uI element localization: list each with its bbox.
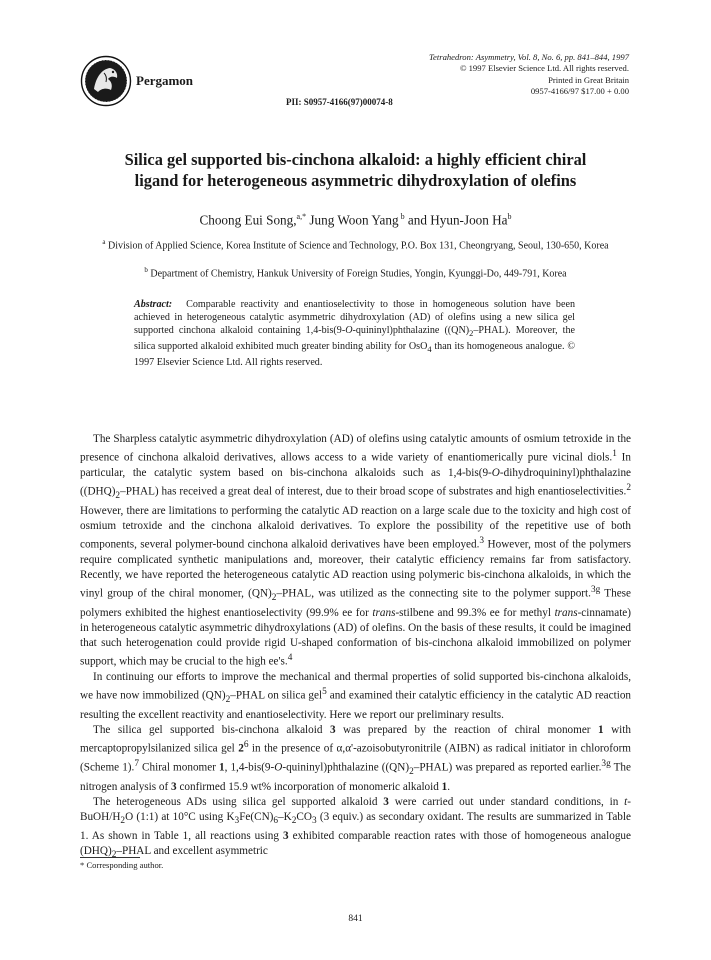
compound-number: 3: [282, 830, 289, 843]
body-text: 2: [111, 850, 117, 861]
body-text: –PHAL) has received a great deal of interest, due to their broad scope of substrates and high enantioselectivities.: [120, 485, 627, 498]
reference-mark: 3g: [601, 758, 611, 769]
author-name: Choong Eui Song,: [199, 212, 297, 228]
abstract-text: 2: [469, 329, 474, 339]
title-line: Silica gel supported bis-cinchona alkaloid: a highly efficient chiral: [124, 150, 587, 169]
body-text: However, there are limitations to performing the catalytic AD reaction on a large scale due to the toxicity and high cost of osmium tetroxide and the cinchona alkaloid derivatives. To explore the possibility of the repetitive use of both components, several polymer-bound cinchona alkaloid derivatives have been employed.: [80, 504, 631, 551]
compound-number: 3: [383, 795, 389, 808]
reference-mark: 1: [612, 449, 617, 460]
affiliation-a: [78, 236, 633, 252]
body-text: Fe(CN): [239, 810, 274, 823]
body-text: In continuing our efforts to improve the mechanical and thermal properties of solid supported bis-cinchona alkaloids, we have now immobilized (QN): [80, 670, 631, 702]
body-text: 2: [271, 592, 277, 603]
reference-mark: 6: [243, 739, 249, 750]
body-text: 2: [409, 766, 414, 777]
abstract-text: 4: [427, 345, 432, 355]
body-text: -stilbene and 99.3% ee for methyl: [395, 606, 555, 619]
journal-line: Tetrahedron: Asymmetry, Vol. 8, No. 6, pp. 841–844, 1997: [429, 52, 629, 62]
publisher-name: Pergamon: [136, 73, 194, 88]
body-paragraph: [80, 670, 631, 723]
abstract: [134, 298, 575, 370]
affiliation-mark: b: [144, 266, 148, 274]
affiliation-mark: b: [507, 212, 512, 221]
compound-number: 1: [598, 723, 604, 736]
reference-mark: 7: [134, 758, 139, 769]
copyright-line: © 1997 Elsevier Science Ltd. All rights reserved.: [459, 63, 629, 74]
body-text: , 1,4-bis(9-: [224, 761, 275, 774]
body-text: 2: [120, 816, 126, 827]
affiliation-mark: a,*: [296, 212, 307, 221]
reference-mark: 3g: [590, 584, 601, 595]
body-text: (3 equiv.) as secondary oxidant. The results are summarized in Table 1. As shown in Table 1, all reactions using: [80, 810, 631, 843]
body-text: CO: [296, 810, 312, 823]
body-text: t: [624, 795, 628, 808]
body-text: Chiral monomer: [138, 761, 219, 774]
author-name: Jung Woon Yang: [306, 212, 399, 228]
body-text: trans: [554, 606, 578, 619]
body-text: 2: [225, 694, 231, 705]
article-body: [80, 432, 631, 863]
body-text: -quininyl)phthalazine ((QN): [282, 761, 410, 774]
body-text: confirmed 15.9 wt% incorporation of monomeric alkaloid: [176, 780, 442, 793]
body-text: O: [491, 466, 500, 479]
body-text: 2: [115, 490, 121, 501]
body-text: The nitrogen analysis of: [80, 761, 631, 793]
body-text: exhibited comparable reaction rates with those of homogeneous analogue (DHQ): [80, 830, 631, 858]
body-text: –PHAL) was prepared as reported earlier.: [413, 761, 602, 774]
body-text: with mercaptopropylsilanized silica gel: [80, 723, 631, 755]
body-text: -dihydroquininyl)phthalazine ((DHQ): [80, 466, 631, 498]
body-text: In particular, the catalytic system based on bis-cinchona alkaloids such as 1,4-bis(9-: [80, 451, 631, 479]
printed-line: Printed in Great Britain: [548, 74, 629, 85]
affiliation-b: [78, 264, 633, 280]
body-text: in the presence of α,α'-azoisobutyronitrile (AIBN) as radical initiator in chloroform (Scheme 1).: [80, 742, 631, 774]
body-text: and examined their catalytic efficiency in the catalytic AD reaction resulting the excellent reactivity and enantioselectivity. Here we report our preliminary results.: [80, 689, 632, 721]
reference-mark: 3: [479, 535, 485, 546]
body-text: O (1:1) at 10°C using K: [125, 810, 235, 823]
compound-number: 2: [238, 742, 244, 755]
body-text: trans: [372, 606, 396, 619]
affiliation-text: Department of Chemistry, Hankuk University of Foreign Studies, Yongin, Kyunggi-Do, 449-791, Korea: [150, 268, 567, 280]
body-text: 3: [311, 816, 317, 827]
body-text: were carried out under standard conditions, in: [388, 795, 625, 808]
pii-identifier: PII: S0957-4166(97)00074-8: [286, 97, 393, 107]
journal-citation: [429, 52, 629, 97]
affiliation-text: Division of Applied Science, Korea Institute of Science and Technology, P.O. Box 131, Cheongryang, Seoul, 130-650, Korea: [108, 240, 609, 252]
body-text: 3: [234, 816, 240, 827]
compound-number: 3: [329, 723, 336, 736]
body-text: –PHAL on silica gel: [230, 689, 323, 702]
body-text: –PHAL and excellent asymmetric: [116, 845, 268, 858]
body-paragraph: [80, 795, 631, 864]
footnote-divider: [80, 857, 140, 858]
compound-number: 3: [171, 780, 177, 793]
abstract-text: Comparable reactivity and enantioselectivity to those in homogeneous solution have been achieved in heterogeneous catalytic asymmetric dihydroxylation (AD) of olefins using a new silica gel supported cinchona alkaloid containing 1,4-bis(9-: [134, 299, 575, 337]
abstract-text: O: [345, 325, 353, 337]
title-line: ligand for heterogeneous asymmetric dihydroxylation of olefins: [134, 171, 577, 190]
body-text: O: [274, 761, 283, 774]
body-text: was prepared by the reaction of chiral monomer: [335, 723, 599, 736]
compound-number: 1: [219, 761, 225, 774]
body-text: However, most of the polymers require complicated synthetic manipulations and, moreover, their catalytic efficiency remains far from satisfactory. Recently, we have reported the heterogeneous catalytic AD reaction using polymeric bis-cinchona alkaloids, in which the vinyl group of the chiral monomer, (QN): [80, 538, 631, 600]
body-paragraph: [80, 723, 631, 795]
body-text: 6: [273, 816, 279, 827]
author-list: [40, 212, 671, 228]
body-text: The silica gel supported bis-cinchona alkaloid: [93, 723, 330, 736]
body-paragraph: [80, 432, 631, 670]
body-text: –PHAL, was utilized as the connecting site to the polymer support.: [276, 587, 591, 600]
body-text: The Sharpless catalytic asymmetric dihydroxylation (AD) of olefins using catalytic amounts of osmium tetroxide in the presence of cinchona alkaloid derivatives, allows access to a wide variety of enantiomerically pure vicinal diols.: [80, 433, 631, 464]
author-name: and Hyun-Joon Ha: [404, 212, 508, 228]
abstract-text: -quininyl)phthalazine ((QN): [352, 325, 470, 337]
body-text: -BuOH/H: [80, 795, 631, 823]
body-text: 2: [291, 816, 297, 827]
body-text: .: [447, 780, 451, 793]
page-number: 841: [348, 914, 363, 924]
compound-number: 1: [441, 780, 448, 793]
issn-line: 0957-4166/97 $17.00 + 0.00: [530, 85, 629, 96]
body-text: The heterogeneous ADs using silica gel supported alkaloid: [93, 795, 384, 808]
article-title: [40, 149, 671, 191]
affiliation-mark: b: [398, 212, 405, 221]
abstract-text: –PHAL). Moreover, the silica supported alkaloid exhibited much greater binding ability for OsO: [134, 325, 576, 353]
pergamon-logo-icon: [80, 55, 132, 107]
abstract-label: Abstract:: [134, 299, 173, 310]
body-text: -cinnamate) in heterogeneous catalytic asymmetric dihydroxylations (AD) of olefins. On the basis of these results, it could be imagined that such heterogenation could provide rigid U-shaped conformation of bis-cinchona alkaloid immobilized on polymer support, which may be crucial to the high ee's.: [80, 606, 631, 668]
reference-mark: 2: [626, 482, 631, 493]
reference-mark: 5: [322, 686, 327, 697]
body-text: These polymers exhibited the highest enantioselectivity (99.9% ee for: [80, 587, 632, 619]
body-text: –K: [278, 810, 292, 823]
footnote: * Corresponding author.: [80, 860, 164, 870]
reference-mark: 4: [287, 653, 293, 664]
affiliation-mark: a: [102, 238, 106, 246]
abstract-text: than its homogeneous analogue. © 1997 Elsevier Science Ltd. All rights reserved.: [134, 341, 575, 369]
